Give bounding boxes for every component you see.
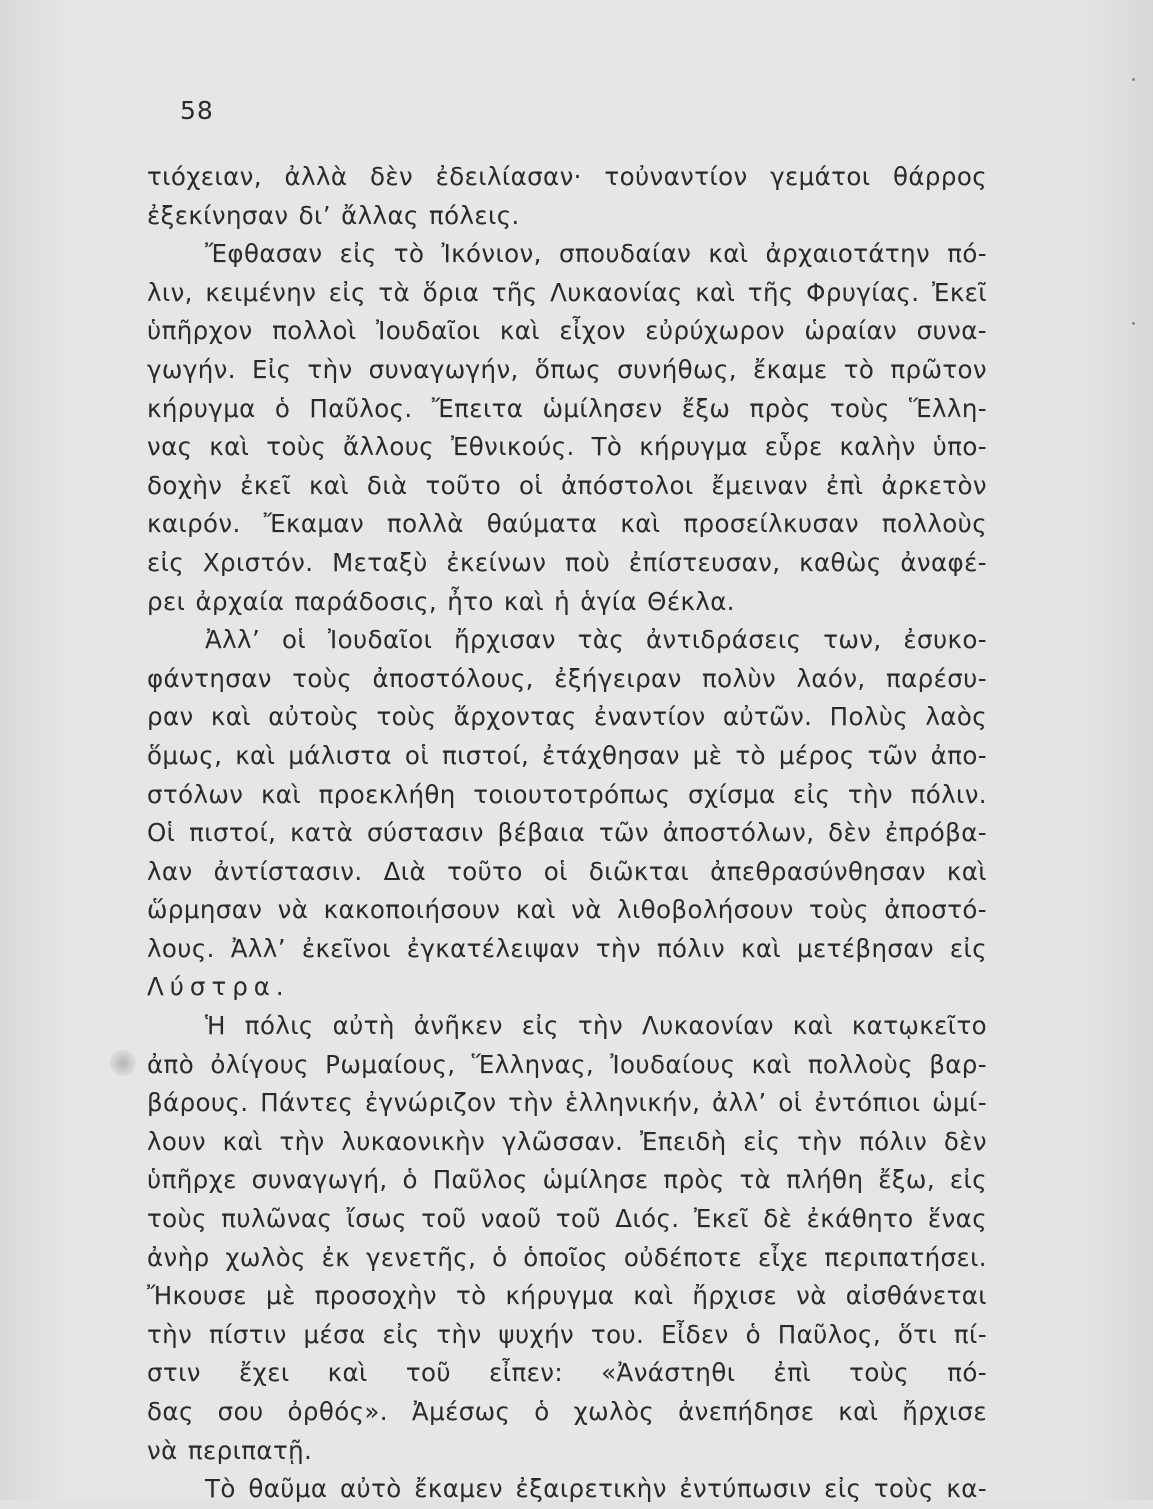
- text-line: δας σου ὀρθός». Ἀμέσως ὁ χωλὸς ἀνεπήδησε καὶ ἤρχισε: [147, 1397, 987, 1426]
- text-line: ρει ἀρχαία παράδοσις, ἦτο καὶ ἡ ἁγία Θέκλα.: [147, 586, 735, 616]
- text-line: ἀπὸ ὀλίγους Ρωμαίους, Ἕλληνας, Ἰουδαίους καὶ πολλοὺς βαρ-: [147, 1049, 987, 1079]
- text-line: νας καὶ τοὺς ἄλλους Ἐθνικούς. Τὸ κήρυγμα εὗρε καλὴν ὑπο-: [147, 432, 987, 462]
- text-line: ὅμως, καὶ μάλιστα οἱ πιστοί, ἐτάχθησαν μὲ τὸ μέρος τῶν ἀπο-: [147, 740, 987, 770]
- text-line: λουν καὶ τὴν λυκαονικὴν γλῶσσαν. Ἐπειδὴ εἰς τὴν πόλιν δὲν: [147, 1126, 987, 1156]
- text-line: εἰς Χριστόν. Μεταξὺ ἐκείνων ποὺ ἐπίστευσαν, καθὼς ἀναφέ-: [147, 547, 987, 577]
- text-line: Οἱ πιστοί, κατὰ σύστασιν βέβαια τῶν ἀποστόλων, δὲν ἐπρόβα-: [147, 818, 987, 848]
- text-line: ὑπῆρχε συναγωγή, ὁ Παῦλος ὡμίλησε πρὸς τὰ πλήθη ἔξω, εἰς: [147, 1165, 987, 1195]
- text-line: τιόχειαν, ἀλλὰ δὲν ἐδειλίασαν· τοὐναντίον γεμάτοι θάρρος: [147, 162, 987, 191]
- text-line: λαν ἀντίστασιν. Διὰ τοῦτο οἱ διῶκται ἀπεθρασύνθησαν καὶ: [147, 856, 987, 886]
- text-line: λους. Ἀλλ’ ἐκεῖνοι ἐγκατέλειψαν τὴν πόλιν καὶ μετέβησαν εἰς: [147, 933, 987, 963]
- text-line: βάρους. Πάντες ἐγνώριζον τὴν ἑλληνικήν, ἀλλ’ οἱ ἐντόπιοι ὡμί-: [147, 1088, 987, 1118]
- text-line: λιν, κειμένην εἰς τὰ ὅρια τῆς Λυκαονίας καὶ τῆς Φρυγίας. Ἐκεῖ: [147, 277, 987, 307]
- text-line: ἐξεκίνησαν δι’ ἄλλας πόλεις.: [147, 200, 520, 230]
- text-line: Ἤκουσε μὲ προσοχὴν τὸ κήρυγμα καὶ ἤρχισε νὰ αἰσθάνεται: [147, 1281, 987, 1311]
- text-line: τὴν πίστιν μέσα εἰς τὴν ψυχήν του. Εἶδεν ὁ Παῦλος, ὅτι πί-: [147, 1319, 987, 1349]
- text-line: ραν καὶ αὐτοὺς τοὺς ἄρχοντας ἐναντίον αὐτῶν. Πολὺς λαὸς: [147, 702, 987, 732]
- text-line: Ἀλλ’ οἱ Ἰουδαῖοι ἤρχισαν τὰς ἀντιδράσεις των, ἐσυκο-: [205, 625, 987, 655]
- text-line: δοχὴν ἐκεῖ καὶ διὰ τοῦτο οἱ ἀπόστολοι ἔμειναν ἐπὶ ἀρκετὸν: [147, 470, 987, 500]
- edge-speck: [1132, 78, 1135, 81]
- text-line: φάντησαν τοὺς ἀποστόλους, ἐξήγειραν πολὺν λαόν, παρέσυ-: [147, 663, 987, 693]
- text-line: καιρόν. Ἔκαμαν πολλὰ θαύματα καὶ προσείλκυσαν πολλοὺς: [147, 509, 987, 539]
- text-line: κήρυγμα ὁ Παῦλος. Ἔπειτα ὡμίλησεν ἔξω πρὸς τοὺς Ἕλλη-: [147, 393, 987, 423]
- text-line: στόλων καὶ προεκλήθη τοιουτοτρόπως σχίσμα εἰς τὴν πόλιν.: [147, 779, 987, 809]
- page-number: 58: [180, 96, 214, 125]
- text-line: Τὸ θαῦμα αὐτὸ ἔκαμεν ἐξαιρετικὴν ἐντύπωσιν εἰς τοὺς κα-: [205, 1474, 987, 1504]
- text-line: τοὺς πυλῶνας ἴσως τοῦ ναοῦ τοῦ Διός. Ἐκεῖ δὲ ἐκάθητο ἕνας: [147, 1204, 987, 1234]
- ink-smudge: [110, 1050, 136, 1076]
- text-line: Ἡ πόλις αὐτὴ ἀνῆκεν εἰς τὴν Λυκαονίαν καὶ κατῳκεῖτο: [205, 1011, 987, 1041]
- edge-speck: [1132, 322, 1135, 325]
- text-line: ἀνὴρ χωλὸς ἐκ γενετῆς, ὁ ὁποῖος οὐδέποτε εἶχε περιπατήσει.: [147, 1242, 987, 1272]
- page-text: [147, 158, 987, 1509]
- text-line: Ἔφθασαν εἰς τὸ Ἰκόνιον, σπουδαίαν καὶ ἀρχαιοτάτην πό-: [205, 239, 987, 269]
- text-line: στιν ἔχει καὶ τοῦ εἶπεν: «Ἀνάστηθι ἐπὶ τοὺς πό-: [147, 1358, 987, 1388]
- text-line: ὑπῆρχον πολλοὶ Ἰουδαῖοι καὶ εἶχον εὐρύχωρον ὡραίαν συνα-: [147, 316, 987, 346]
- text-line: Λύστρα.: [147, 972, 290, 1002]
- text-line: ὥρμησαν νὰ κακοποιήσουν καὶ νὰ λιθοβολήσουν τοὺς ἀποστό-: [147, 895, 987, 925]
- text-line: γωγήν. Εἰς τὴν συναγωγήν, ὅπως συνήθως, ἔκαμε τὸ πρῶτον: [147, 354, 987, 384]
- text-line: νὰ περιπατῇ.: [147, 1435, 313, 1465]
